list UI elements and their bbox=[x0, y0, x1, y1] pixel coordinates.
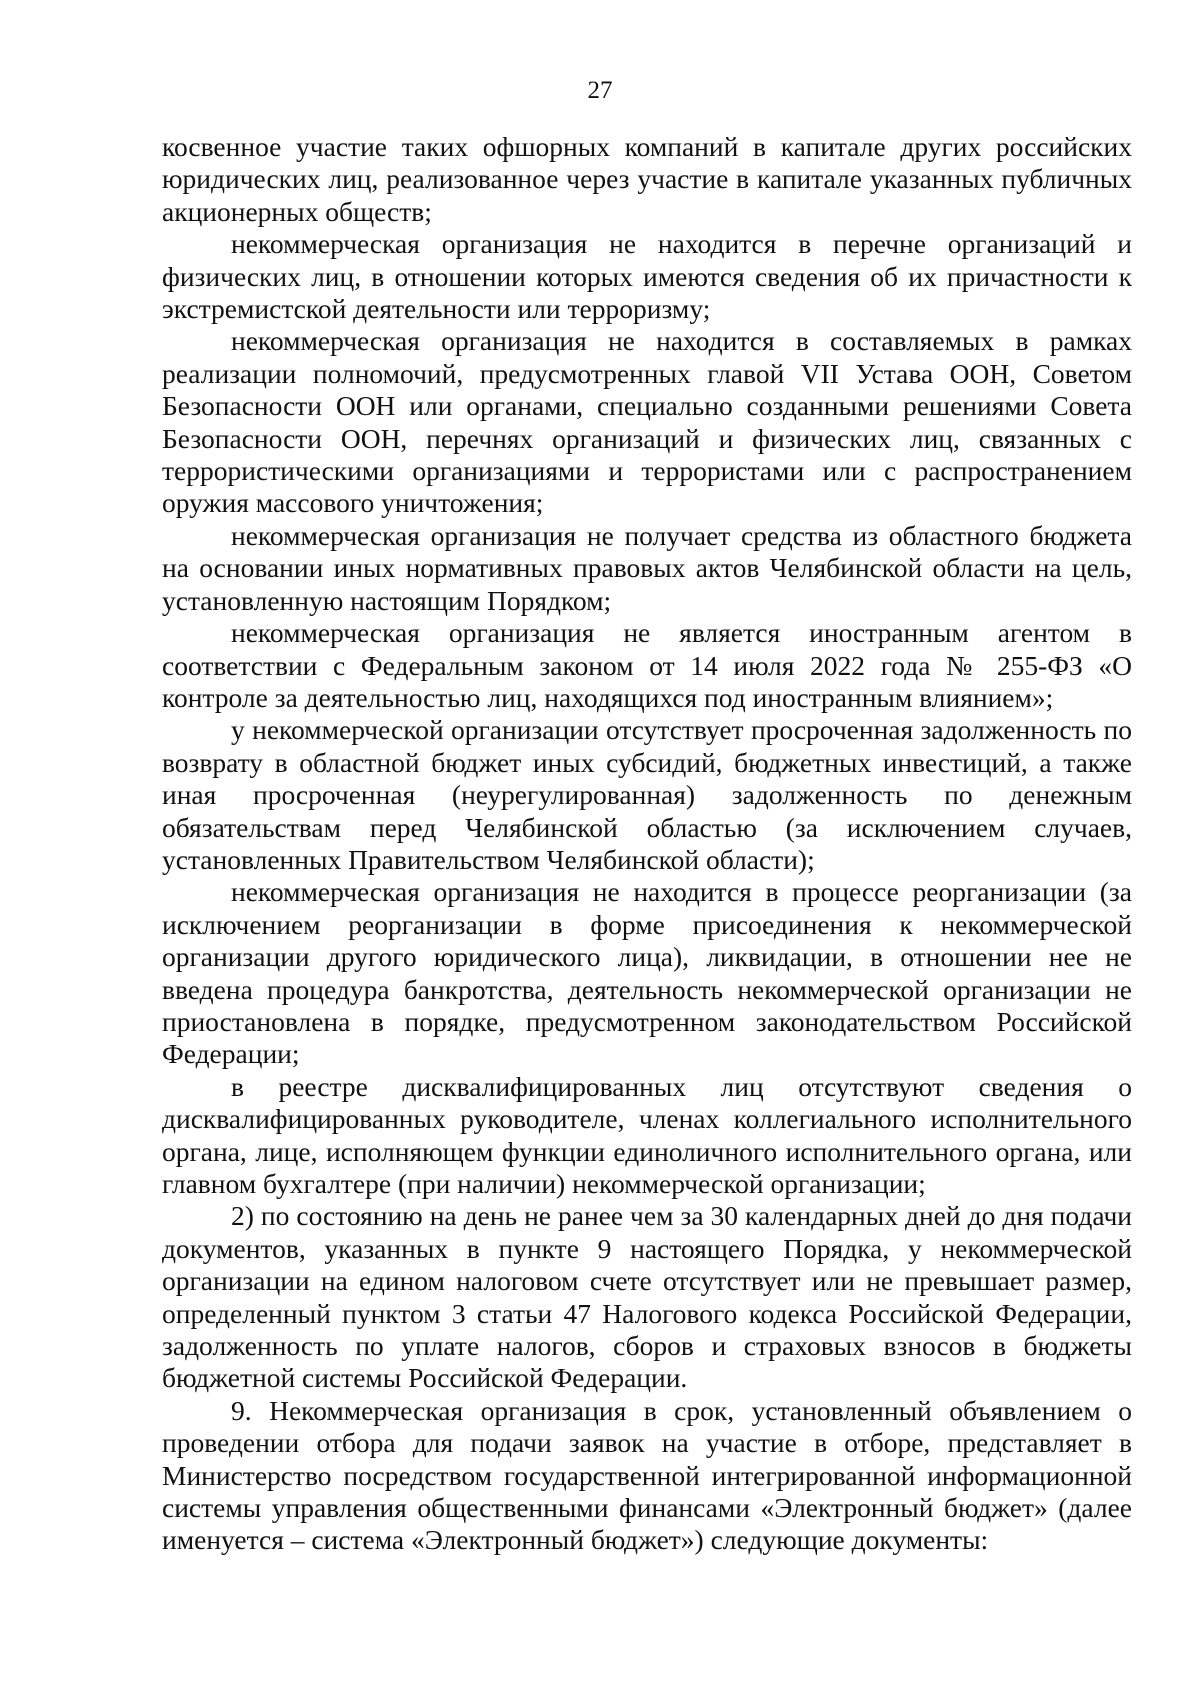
page-number: 27 bbox=[587, 77, 613, 104]
paragraph-overdue-debt: у некоммерческой организации отсутствует просроченная задолженность по возврату в областной бюджет иных субсидий, бюджетных инвестиций, а также иная просроченная (неурегулированная) задолженность по денежным обязательствам перед Челябинской областью (за исключением случаев, установленных Правительством Челябинской области); bbox=[162, 714, 1132, 875]
paragraph-continued-offshore: косвенное участие таких офшорных компаний в капитале других российских юридических лиц, реализованное через участие в капитале указанных публичных акционерных обществ; bbox=[162, 131, 1132, 227]
paragraph-foreign-agent: некоммерческая организация не является иностранным агентом в соответствии с Федеральным законом от 14 июля 2022 года № 255-ФЗ «О контроле за деятельностью лиц, находящихся под иностранным влиянием»; bbox=[162, 617, 1132, 713]
paragraph-item-2-tax-debt: 2) по состоянию на день не ранее чем за 30 календарных дней до дня подачи документов, указанных в пункте 9 настоящего Порядка, у некоммерческой организации на едином налоговом счете отсутствует или не превышает размер, определенный пунктом 3 статьи 47 Налогового кодекса Российской Федерации, задолженность по уплате налогов, сборов и страховых взносов в бюджеты бюджетной системы Российской Федерации. bbox=[162, 1200, 1132, 1394]
document-body bbox=[162, 131, 1132, 1557]
paragraph-disqualified-persons: в реестре дисквалифицированных лиц отсутствуют сведения о дисквалифицированных руководителе, членах коллегиального исполнительного органа, лице, исполняющем функции единоличного исполнительного органа, или главном бухгалтере (при наличии) некоммерческой организации; bbox=[162, 1070, 1132, 1199]
paragraph-regional-budget-funds: некоммерческая организация не получает средства из областного бюджета на основании иных нормативных правовых актов Челябинской области на цель, установленную настоящим Порядком; bbox=[162, 519, 1132, 616]
paragraph-section-9: 9. Некоммерческая организация в срок, установленный объявлением о проведении отбора для подачи заявок на участие в отборе, представляет в Министерство посредством государственной интегрированной информационной системы управления общественными финансами «Электронный бюджет» (далее именуется – система «Электронный бюджет») следующие документы: bbox=[162, 1394, 1132, 1556]
paragraph-extremism-list: некоммерческая организация не находится в перечне организаций и физических лиц, в отношении которых имеются сведения об их причастности к экстремистской деятельности или терроризму; bbox=[162, 228, 1132, 325]
paragraph-reorganization: некоммерческая организация не находится в процессе реорганизации (за исключением реорганизации в форме присоединения к некоммерческой организации другого юридического лица), ликвидации, в отношении нее не введена процедура банкротства, деятельность некоммерческой организации не приостановлена в порядке, предусмотренном законодательством Российской Федерации; bbox=[162, 876, 1132, 1070]
paragraph-un-security-council: некоммерческая организация не находится в составляемых в рамках реализации полномочий, предусмотренных главой VII Устава ООН, Советом Безопасности ООН или органами, специально созданными решениями Совета Безопасности ООН, перечнях организаций и физических лиц, связанных с террористическими организациями и террористами или с распространением оружия массового уничтожения; bbox=[162, 325, 1132, 519]
